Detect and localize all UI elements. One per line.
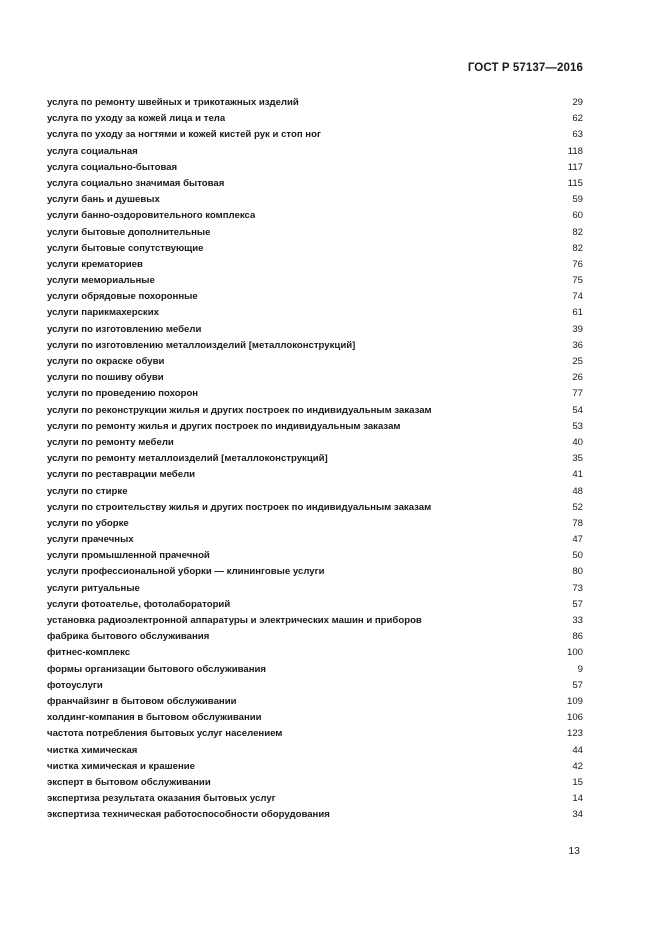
index-page-ref: 36 <box>572 339 583 351</box>
index-page-ref: 52 <box>572 501 583 513</box>
index-entry <box>47 629 583 645</box>
index-page-ref: 78 <box>572 517 583 529</box>
index-term: чистка химическая и крашение <box>47 760 195 772</box>
index-term: услуга социально-бытовая <box>47 161 178 173</box>
index-term: услуги по реконструкции жилья и других построек по индивидуальным заказам <box>47 404 432 416</box>
index-page-ref: 82 <box>572 226 583 238</box>
index-term: услуги бытовые дополнительные <box>47 226 211 238</box>
index-page-ref: 33 <box>572 615 583 626</box>
index-term: услуги фотоателье, фотолабораторий <box>47 598 231 610</box>
index-page-ref: 118 <box>567 145 583 157</box>
index-page-ref: 47 <box>572 534 583 546</box>
index-term: эксперт в бытовом обслуживании <box>47 776 211 788</box>
index-page-ref: 60 <box>572 210 583 222</box>
index-term: фитнес-комплекс <box>47 647 131 659</box>
index-term: экспертиза техническая работоспособности оборудования <box>47 809 330 821</box>
index-entry <box>47 791 583 807</box>
index-term: услуги по проведению похорон <box>47 388 199 400</box>
index-term: услуги по окраске обуви <box>47 356 165 367</box>
index-page-ref: 76 <box>572 258 583 270</box>
index-term: услуги бытовые сопутствующие <box>47 242 204 254</box>
index-page-ref: 40 <box>572 436 583 448</box>
index-page-ref: 61 <box>572 307 583 319</box>
index-entry <box>47 597 583 613</box>
index-page-ref: 82 <box>572 242 583 254</box>
index-entry <box>47 273 583 289</box>
index-page-ref: 26 <box>572 372 583 384</box>
index-term: услуги бань и душевых <box>47 194 160 206</box>
index-page-ref: 57 <box>572 598 583 610</box>
index-entry <box>47 403 583 419</box>
index-entry <box>47 613 583 629</box>
index-page-ref: 15 <box>572 776 583 788</box>
index-term: фотоуслуги <box>47 679 103 691</box>
index-page-ref: 115 <box>567 177 583 189</box>
index-term: холдинг-компания в бытовом обслуживании <box>47 712 262 724</box>
index-page-ref: 74 <box>572 291 583 303</box>
index-term: услуги мемориальные <box>47 275 155 287</box>
index-page-ref: 42 <box>572 760 583 772</box>
index-term: услуги прачечных <box>47 534 134 546</box>
index-entry <box>47 305 583 321</box>
index-entry <box>47 532 583 548</box>
index-entry <box>47 257 583 273</box>
index-entry <box>47 807 583 823</box>
index-entry <box>47 144 583 160</box>
index-entry <box>47 435 583 451</box>
index-entry <box>47 370 583 386</box>
index-entry <box>47 176 583 192</box>
index-entry <box>47 678 583 694</box>
index-entry <box>47 726 583 742</box>
index-page-ref: 25 <box>572 356 583 367</box>
index-page-ref: 86 <box>572 631 583 643</box>
index-term: услуги по стирке <box>47 485 128 497</box>
index-term: услуги по ремонту жилья и других построек по индивидуальным заказам <box>47 420 401 432</box>
index-entry <box>47 225 583 241</box>
index-page-ref: 109 <box>566 695 583 707</box>
index-term: услуга социальная <box>47 145 138 157</box>
index-page-ref: 50 <box>572 550 583 562</box>
index-term: услуги по уборке <box>47 517 129 529</box>
index-term: услуга социально значимая бытовая <box>47 177 225 189</box>
alphabetical-index <box>47 95 583 823</box>
index-page-ref: 35 <box>572 453 583 465</box>
index-entry <box>47 111 583 127</box>
index-term: услуга по уходу за кожей лица и тела <box>47 113 226 125</box>
index-page-ref: 62 <box>572 113 583 125</box>
index-entry <box>47 743 583 759</box>
index-term: услуги по изготовлению мебели <box>47 323 202 335</box>
index-page-ref: 9 <box>577 663 583 675</box>
index-entry <box>47 451 583 467</box>
index-entry <box>47 386 583 402</box>
index-entry <box>47 127 583 143</box>
index-term: услуги банно-оздоровительного комплекса <box>47 210 256 222</box>
document-header: ГОСТ Р 57137—2016 <box>467 62 583 74</box>
index-term: услуги парикмахерских <box>47 307 159 319</box>
index-entry <box>47 759 583 775</box>
index-entry <box>47 289 583 305</box>
index-entry <box>47 484 583 500</box>
index-term: услуга по уходу за ногтями и кожей кистей рук и стоп ног <box>47 129 321 141</box>
index-entry <box>47 564 583 580</box>
index-page-ref: 77 <box>572 388 583 400</box>
page-number: 13 <box>568 845 580 857</box>
index-term: услуги по реставрации мебели <box>47 469 196 481</box>
index-entry <box>47 662 583 678</box>
index-entry <box>47 775 583 791</box>
index-term: услуга по ремонту швейных и трикотажных изделий <box>47 97 299 108</box>
index-page-ref: 123 <box>566 728 583 740</box>
index-page-ref: 117 <box>567 161 583 173</box>
index-page-ref: 54 <box>572 404 583 416</box>
index-term: фабрика бытового обслуживания <box>47 631 210 643</box>
index-term: услуги по ремонту мебели <box>47 436 174 448</box>
index-term: услуги по пошиву обуви <box>47 372 164 384</box>
index-page-ref: 59 <box>572 194 583 206</box>
index-term: чистка химическая <box>47 744 138 756</box>
index-page-ref: 39 <box>572 323 583 335</box>
index-entry <box>47 710 583 726</box>
index-page-ref: 53 <box>572 420 583 432</box>
index-entry <box>47 322 583 338</box>
index-term: франчайзинг в бытовом обслуживании <box>47 695 237 707</box>
index-page-ref: 63 <box>572 129 583 141</box>
index-term: услуги крематориев <box>47 258 143 270</box>
index-page-ref: 48 <box>572 485 583 497</box>
index-entry <box>47 192 583 208</box>
index-entry <box>47 548 583 564</box>
index-page-ref: 106 <box>566 712 583 724</box>
index-entry <box>47 354 583 370</box>
index-term: услуги по ремонту металлоизделий [металлоконструкций] <box>47 453 328 465</box>
index-page-ref: 100 <box>566 647 583 659</box>
index-entry <box>47 160 583 176</box>
index-term: экспертиза результата оказания бытовых услуг <box>47 793 276 805</box>
index-page-ref: 75 <box>572 275 583 287</box>
index-entry <box>47 516 583 532</box>
index-term: услуги ритуальные <box>47 582 140 594</box>
index-term: частота потребления бытовых услуг населением <box>47 728 283 740</box>
index-entry <box>47 208 583 224</box>
index-term: услуги обрядовые похоронные <box>47 291 198 303</box>
index-entry <box>47 694 583 710</box>
index-entry <box>47 645 583 661</box>
index-entry <box>47 241 583 257</box>
index-page-ref: 41 <box>572 469 583 481</box>
index-term: формы организации бытового обслуживания <box>47 663 266 675</box>
index-page-ref: 44 <box>572 744 583 756</box>
index-entry <box>47 467 583 483</box>
index-term: услуги по изготовлению металлоизделий [металлоконструкций] <box>47 339 356 351</box>
index-term: услуги профессиональной уборки — клининговые услуги <box>47 566 325 578</box>
index-term: услуги по строительству жилья и других построек по индивидуальным заказам <box>47 501 432 513</box>
index-entry <box>47 581 583 597</box>
index-term: установка радиоэлектронной аппаратуры и электрических машин и приборов <box>47 615 422 626</box>
index-entry <box>47 338 583 354</box>
index-page-ref: 80 <box>572 566 583 578</box>
index-term: услуги промышленной прачечной <box>47 550 210 562</box>
index-entry <box>47 419 583 435</box>
index-page-ref: 14 <box>572 793 583 805</box>
index-page-ref: 57 <box>572 679 583 691</box>
index-entry <box>47 95 583 111</box>
index-page-ref: 29 <box>572 97 583 108</box>
index-page-ref: 73 <box>572 582 583 594</box>
index-entry <box>47 500 583 516</box>
index-page-ref: 34 <box>572 809 583 821</box>
